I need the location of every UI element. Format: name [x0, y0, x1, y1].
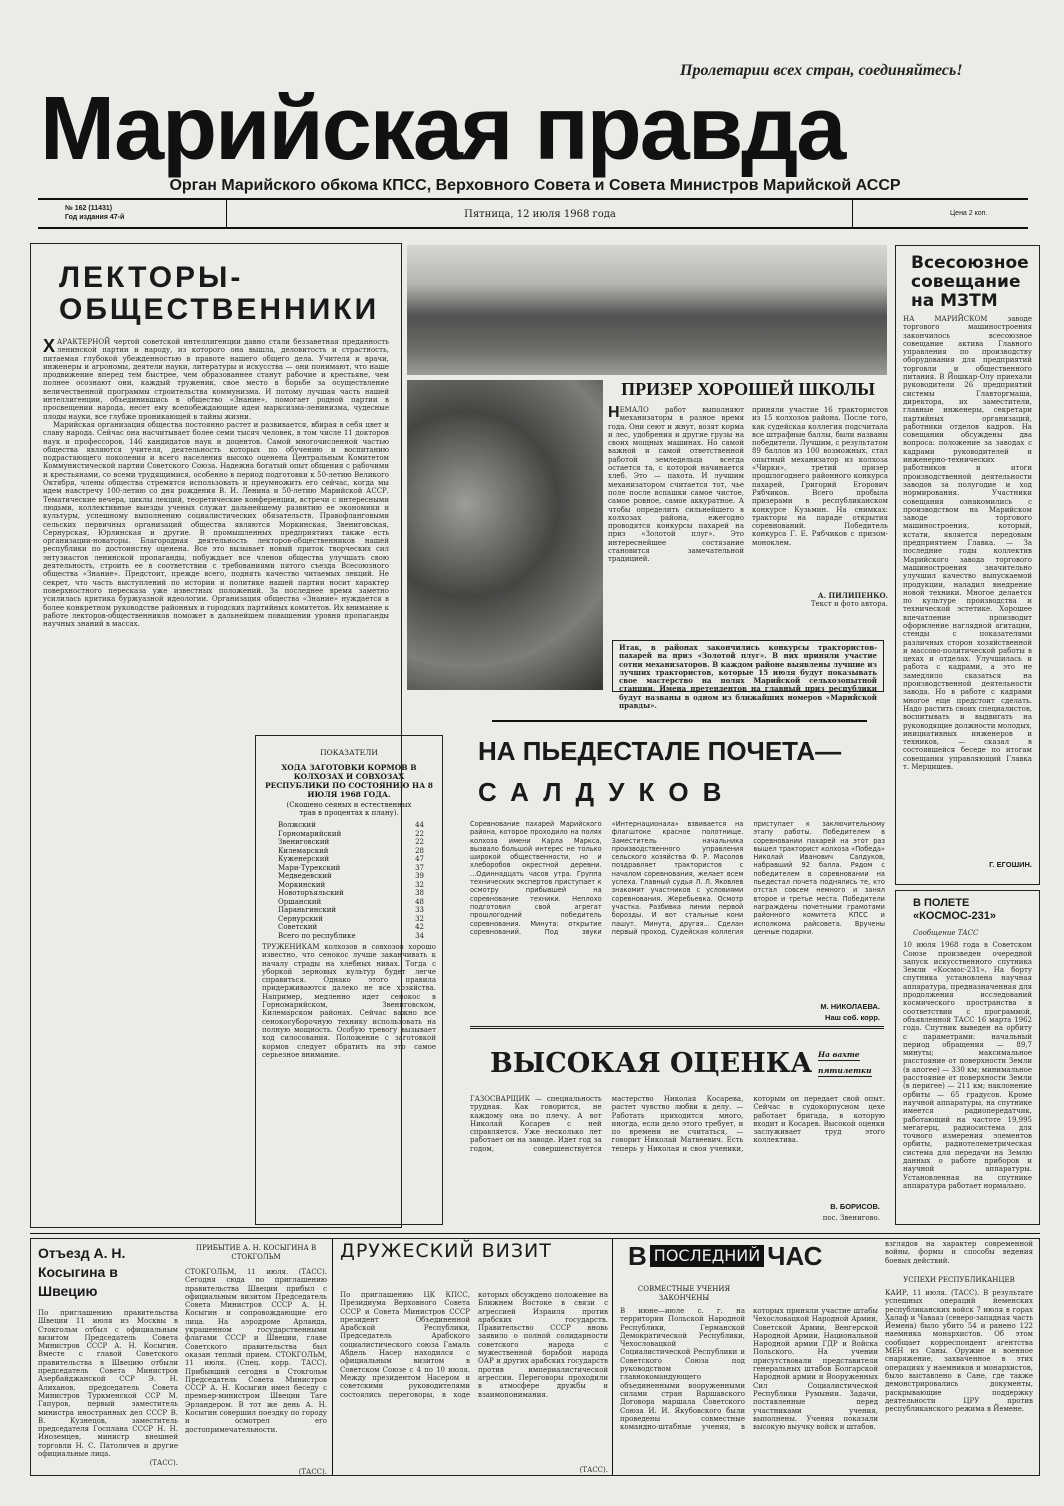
divider [852, 200, 853, 227]
district-name: Новоторъяльский [278, 889, 344, 897]
latest-mid: ПОСЛЕДНИЙ [650, 1245, 764, 1267]
latest-post: ЧАС [767, 1241, 823, 1271]
indicator-row [278, 881, 424, 890]
district-value: 22 [415, 829, 424, 838]
mztm-article [895, 245, 1040, 885]
district-value: 38 [415, 889, 424, 897]
indicators-title: ХОДА ЗАГОТОВКИ КОРМОВ В КОЛХОЗАХ И СОВХОЗАХ РЕСПУБЛИКИ ПО СОСТОЯНИЮ НА 8 ИЮЛЯ 1968 ГОДА. [264, 763, 434, 799]
kosygin-body: По приглашению правительства Швеции 11 июля из Москвы в Стокгольм отбыл с официальным визитом Председатель Совета Министров СССР А. Н. Косыгин. Вместе с главой Советского правительства в Швецию отбыли председатель Совета Министров Азербайджанской ССР Э. Н. Алиханов, председатель Совета Министров Туркменской ССР М. Гапуров, первый заместитель министра иностранных дел СССР В. В. Кузнецов, заместитель председателя Госплана СССР Н. Н. Иноземцев, министр внешней торговли Н. С. Патоличев и другие официальные лица. [38, 1309, 178, 1459]
cosmos-article [895, 890, 1040, 1225]
district-name: Куженерский [278, 855, 330, 863]
indicators-note: (Скошено сеяных и естественных трав в процентах к плану). [286, 801, 412, 817]
district-value: 28 [415, 846, 424, 855]
divider [30, 1233, 1040, 1234]
issue-number: № 162 (11431) [65, 205, 113, 212]
masthead-rule-bottom [38, 227, 1028, 229]
cosmos-title: «КОСМОС-231» [913, 910, 996, 922]
paragraph: приняли участие 16 трактористов из 15 колхозов района. После того, как судейская коллегия подсчитала все штрафные баллы, были названы победители. Лучшим, с результатом 89 баллов из 100 возможных, стал опытный механизатор из колхоза «Чирки», третий призер прошлогоднего районного конкурса пахарей, Григорий Егорович Рябчиков. Всего пробыла призерами в республиканском конкурсе Кузьмин. На снимках: тракторы на параде открытия соревнований. Победитель конкурса Г. Е. Рябчиков с призом-моноклем. [752, 406, 888, 547]
exercises-article [620, 1285, 878, 1477]
district-value: 44 [415, 821, 424, 829]
district-name: Моркинский [278, 880, 326, 889]
rubric: На вахте [818, 1050, 860, 1059]
indicator-row [278, 855, 424, 864]
signoff: (ТАСС). [298, 1468, 327, 1476]
divider [226, 200, 227, 227]
author: В. БОРИСОВ. [830, 1202, 880, 1211]
tractor-parade-photo [407, 245, 887, 375]
rubric: пятилетки [818, 1066, 872, 1075]
visit-article [340, 1240, 608, 1474]
author: М. НИКОЛАЕВА. [820, 1002, 880, 1011]
indicator-row [278, 847, 424, 856]
indicator-row [278, 923, 424, 932]
saldukov-title-line1: НА ПЬЕДЕСТАЛЕ ПОЧЕТА— [478, 736, 842, 766]
indicator-row [278, 915, 424, 924]
prize-article-col1 [608, 406, 744, 621]
arrival-article [185, 1244, 327, 1476]
indicator-row [278, 864, 424, 873]
indicator-row [278, 830, 424, 839]
district-name: Килемарский [278, 846, 329, 855]
cosmos-body: 10 июля 1968 года в Советском Союзе произведен очередной запуск искусственного спутника Земли «Космос-231». На борту спутника установлена научная аппаратура, предназначенная для продолжения исследований космического пространства в соответствии с программой, объявленной ТАСС 16 марта 1962 года. Спутник выведен на орбиту с параметрами: начальный период обращения — 89,7 минуты; максимальное расстояние от поверхности Земли (в апогее) — 330 км; минимальное расстояние от поверхности Земли (в перигее) — 211 км; наклонение орбиты — 65 градусов. Кроме научной аппаратуры, на спутнике имеется радиопередатчик, работающий на частоте 19,995 мегагерц, радиосистема для точного измерения элементов орбиты, радиотелеметрическая система для передачи на Землю данных о работе приборов и научной аппаратуры. Установленная на спутнике аппаратура работает нормально. [903, 941, 1032, 1190]
author: А. ПИЛИПЕНКО. [817, 591, 888, 600]
indicator-row [278, 872, 424, 881]
author: Г. ЕГОШИН. [989, 860, 1032, 869]
republicans-title: УСПЕХИ РЕСПУБЛИКАНЦЕВ [903, 1276, 1015, 1284]
dropcap: Х [43, 336, 56, 356]
divider [612, 1238, 613, 1476]
district-value: 47 [415, 855, 424, 863]
cosmos-source: Сообщение ТАСС [913, 929, 979, 937]
indicator-row [278, 838, 424, 847]
lead-article-title: ЛЕКТОРЫ-ОБЩЕСТВЕННИКИ [59, 261, 380, 326]
publication-year: Год издания 47-й [65, 214, 125, 221]
indicators-table [278, 821, 424, 940]
newspaper-subtitle: Орган Марийского обкома КПСС, Верховного Совета и Совета Министров Марийской АССР [169, 177, 901, 194]
district-value: 39 [415, 872, 424, 880]
prize-article [608, 378, 888, 628]
signoff: (ТАСС). [579, 1466, 608, 1474]
cosmos-title: В ПОЛЕТЕ [913, 897, 970, 909]
prize-article-col2 [752, 406, 888, 621]
signoff: (ТАСС). [149, 1459, 178, 1467]
indicator-row [278, 906, 424, 915]
arrival-body: СТОКГОЛЬМ, 11 июля. (ТАСС). Сегодня сюда по приглашению правительства Швеции прибыл с официальным визитом Председатель Совета Министров СССР А. Н. Косыгин и сопровождающие его лица. На аэродроме Арланда, украшенном государственными флагами СССР и Швеции, главе Советского правительства был оказан теплый прием. СТОКГОЛЬМ, 11 июля. (Спец. корр. ТАСС). Прибывший сегодня в Стокгольм Председатель Совета Министров СССР А. Н. Косыгин имел беседу с премьер-министром Швеции Таге Эрландером. В тот же день А. Н. Косыгин совершил поездку по городу и осмотрел его достопримечательности. [185, 1268, 327, 1434]
arrival-title: ПРИБЫТИЕ А. Н. КОСЫГИНА В СТОКГОЛЬМ [195, 1244, 317, 1261]
district-value: 32 [415, 880, 424, 889]
indicator-row [278, 898, 424, 907]
saldukov-title-line2: САЛДУКОВ [478, 777, 736, 807]
latest-pre: В [628, 1241, 647, 1271]
indicators-text: ТРУЖЕНИКАМ колхозов и совхозов хорошо известно, что сенокос лучше заканчивать к началу страды на хлебных нивах. Тогда с уборкой зерновых культур будет легче справиться. Однако этого правила придерживаются далеко не все хозяйства. Например, медленно идет сенокос в Горномарийском, Звениговском, Килемарском районах. Сейчас важно все сенокосуборочную технику использовать на полную мощность. Особую тревогу вызывает ход силосования. Положение с заготовкой кормов следует обратить на это самое серьезное внимание. [262, 943, 436, 1059]
contest-notice: Итак, в районах закончились конкурсы трактористов-пахарей на приз «Золотой плуг». В них приняли участие сотни механизаторов. В каждом районе выявлены лучшие из лучших трактористов, которые 15 июля будут показывать свое мастерство на полях Марийской сельхозопытной станции. Имена претендентов на главный приз республики будут названы в одном из ближайших номеров «Марийской правды». [612, 640, 884, 692]
district-name: Сернурский [278, 914, 323, 923]
district-name: Звениговский [278, 838, 330, 846]
district-name: Горномарийский [278, 829, 342, 838]
district-value: 34 [415, 931, 424, 940]
issue-date: Пятница, 12 июля 1968 года [464, 209, 616, 220]
visit-title: ДРУЖЕСКИЙ ВИЗИТ [340, 1240, 552, 1262]
exercises-title: СОВМЕСТНЫЕ УЧЕНИЯ ЗАКОНЧЕНЫ [637, 1285, 731, 1302]
indicator-row [278, 889, 424, 898]
newspaper-title: Марийская правда [40, 79, 845, 179]
paragraph: ЕМАЛО работ выполняют механизаторы в разное время года. Они сеют и жнут, возят корма и лес, удобрения и другие грузы на своих мощных машинах. Но самой важной и самой ответственной работой земледельца всегда остается та, с которой начинается хлеб. Это — пахота. И лучшим механизатором считается тот, чье поле после вспашки самое чистое, самое ровное, самое аккуратное. А чтобы определить сильнейшего в колхозах района, ежегодно проводятся конкурсы пахарей на приз «Золотой плуг». Это интереснейшее состязание становится замечательной традицией. [608, 406, 744, 564]
high-rating-title: ВЫСОКАЯ ОЦЕНКА [490, 1048, 813, 1079]
dropcap: Н [608, 404, 620, 421]
price: Цена 2 коп. [950, 210, 988, 217]
district-value: 22 [415, 838, 424, 846]
district-value: 37 [415, 863, 424, 872]
district-name: Мари-Турекский [278, 863, 341, 872]
author-note: Текст и фото автора. [810, 600, 888, 608]
masthead-slogan: Пролетарии всех стран, соединяйтесь! [680, 62, 963, 79]
divider [470, 1026, 884, 1029]
winner-photo [407, 380, 603, 690]
republicans-body: КАИР, 11 июля. (ТАСС). В результате успешных операций йеменских республиканских войск 7 июля в горах Халаф и Чавааз (северо-западная часть Йемена) было убито 54 и ранено 122 наемника монархистов. Об этом сообщает корреспондент агентства МЕН из Саны. Оружие и военное снаряжение, захваченное в этих операциях у наемников и монархистов, было выставлено в Сане, где также демонстрировались документы, раскрывающие поддержку деятельности ЦРУ против республиканского режима в Йемене. [885, 1289, 1033, 1414]
republicans-article [885, 1240, 1033, 1459]
mztm-body: НА МАРИЙСКОМ заводе торгового машиностроения закончилось всесоюзное совещание актива Главного управления по производству оборудования для предприятий торговли и общественного питания. В Йошкар-Олу приехали руководители 26 предприятий системы Главторгмаша, директора, их заместители, главные инженеры, секретари партийных организаций, работники отделов кадров. На совещании обсуждены два вопроса: положение за заводах с кадрами руководителей и инженерно-технических работников и итоги производственной деятельности заводов за полугодие и ход нормирования. Участники совещания ознакомились с производством на Марийском заводе торгового машиностроения, который, кстати, является передовым предприятием Главка. — За последние годы коллектив Марийского завода торгового машиностроения значительно улучшил качество выпускаемой продукции, наладил внедрение новой техники. Многое делается по культуре производства и технической эстетике. Хорошее впечатление производит оформление наглядной агитации, стенды с показателями различных сторон хозяйственной и массово-политической работы в цехах и отделах. Улучшилась и работа с кадрами, а это не замедлило сказаться на производственной деятельности завода. Но в работе с кадрами многое еще предстоит сделать. Надо растить своих специалистов, воспитывать и выдвигать на руководящие должности молодых, инициативных инженеров и техников, — сказал в состоявшейся беседе по итогам совещания управляющий Главка т. Мерцишев. [903, 315, 1032, 772]
latest-news-banner [628, 1240, 822, 1272]
district-name: Волжский [278, 821, 316, 829]
mztm-title: Всесоюзное совещание на МЗТМ [911, 253, 1029, 311]
district-value: 33 [415, 906, 424, 914]
ornamental-rule [492, 720, 867, 722]
visit-body: По приглашению ЦК КПСС, Президиума Верховного Совета СССР и Совета Министров СССР президент Объединенной Арабской Республики, Председатель Арабского социалистического союза Гамаль Абдель Насер находился с официальным визитом в Советском Союзе с 4 по 10 июля. Между президентом Насером и советскими руководителями состоялись переговоры, в ходе которых обсуждено положение на Ближнем Востоке в связи с агрессией Израиля против арабских государств. Правительство СССР вновь заявило о полной солидарности советского народа с мужественной борьбой народа ОАР и других арабских государств против империалистической агрессии. Переговоры проходили в атмосфере дружбы и взаимопонимания. [340, 1291, 608, 1399]
paragraph: АРАКТЕРНОЙ чертой советской интеллигенции давно стали беззаветная преданность ленинской партии и народу, из которого она вышла, деловитость и страстность, питаемая глубокой убежденностью в правоте нашего общего дела. Учителя и врачи, инженеры и агрономы, деятели науки, литературы и искусства — они понимают, что наше продвижение вперед тем быстрее, чем образованнее станут рабочие и крестьяне, чем полнее осознают они, каждый труженик, свое место в борьбе за осуществление величественной программы строительства коммунизма. И потому лучшая часть нашей интеллигенции, объединившись в общество «Знание», помогает родной партии в просвещении народа, несет ему всепобеждающие идеи марксизма-ленинизма, чудесные плоды науки, все глубже проникающей в тайны жизни. [43, 338, 389, 421]
district-value: 42 [415, 923, 424, 931]
kosygin-title: Отъезд А. Н. Косыгина в Швецию [38, 1245, 126, 1299]
high-rating-body: ГАЗОСВАРЩИК — специальность трудная. Как говорится, не каждому она по плечу. А вот Николай Косарев с ней справляется. Уже несколько лет работает он на заводе. Идет год за годом, совершенствуется мастерство Николая Косарева, растет чувство любви к делу. — Работать приходится много, иногда, если дело этого требует, и по времени не считаться, — говорит Николай Матвеевич. Есть теперь у Николая и своя ученики, которым он передает свой опыт. Сейчас в судокорпусном цехе работает бригада, в которую входит и Косарев. Высокой оценки заслуживает труд этого коллектива. [470, 1095, 885, 1153]
district-value: 48 [415, 897, 424, 906]
exercises-body: В июне—июле с. г. на территории Польской Народной Республики, Германской Демократической Республики, Чехословацкой Социалистической Республики и Советского Союза под руководством главнокомандующего объединенными вооруженными силами стран Варшавского Договора маршала Советского Союза И. И. Якубовского были проведены совместные командно-штабные учения, в которых приняли участие штабы Чехословацкой Народной Армии, Советской Армии, Венгерской Народной Армии, Национальной Народной армии ГДР и Войска Польского. На учении присутствовали представители генеральных штабов Болгарской Народной армии и Вооруженных Сил Социалистической Республики Румынии. Задачи, поставленные перед участниками учения, выполнены. Учения показали высокую выучку войск и штабов. [620, 1307, 878, 1432]
paragraph: взглядов на характер современной войны, формы и способы ведения боевых действий. [885, 1240, 1033, 1265]
district-name: Советский [278, 923, 318, 931]
feed-indicators [255, 735, 443, 1225]
masthead-rule-top [38, 198, 1028, 200]
indicator-row [278, 821, 424, 830]
paragraph: Марийская организация общества постоянно растет и развивается, вбирая в себя цвет и славу народа. Сейчас она насчитывает более семи тысяч человек, в том числе 11 докторов наук и профессоров, 146 кандидатов наук и доцентов. Самой многочисленной частью общества являются учителя, деятельность которых по обучению и воспитанию подрастающего поколения и всего населения высоко оценена Центральным Комитетом Коммунистической партии Советского Союза. Надежна богатый опыт общения с рабочими и крестьянами, со всеми трудящимися, особенно в период подготовки к 50-летию Великого Октября, члены общества стремятся использовать и преумножить его сейчас, когда мы идем навстречу 100-летию со дня рождения В. И. Ленина и 50-летию Марийской АССР. Тематические вечера, циклы лекций, теоретические конференции, встречи с интересными людьми, коллективные выезды ученых служат дальнейшему развитию ее экономики и культуры, успешному выполнению социалистических обязательств. Правофланговыми сельских первичных организаций общества являются Моркинская, Звениговская, Сернурская, Юрлинская и другие. В промышленных предприятиях также есть организации-новаторы. Благородная деятельность лекторов-общественников нашей республики по достоинству оценена. Все это вызывает новый приток творческих сил энтузиастов ленинской пропаганды, побуждает все членов общества улучшать свою деятельность, строить ее в соответствии с требованиями пятого съезда Всесоюзного общества «Знание». Предстоит, прежде всего, поднять качество читаемых лекций. Не секрет, что часть выступлений по истории и политике нашей партии носит характер поверхностного пересказа уже известных положений. За последнее время заметно усилилась критика буржуазной идеологии. Организация общества «Знание» нуждается в более конкретном руководстве районных и городских партийных комитетов. Их внимание к работе лекторов-общественников поможет в дальнейшем повышении уровня пропаганды научных знаний в массах. [43, 420, 389, 629]
district-name: Медведевский [278, 872, 332, 880]
district-name: Параньгинский [278, 906, 337, 914]
divider [332, 1238, 333, 1476]
prize-article-title: ПРИЗЕР ХОРОШЕЙ ШКОЛЫ [621, 379, 875, 399]
author-note: пос. Звенигово. [822, 1214, 880, 1222]
district-name: Оршанский [278, 897, 322, 906]
author-note: Наш соб. корр. [825, 1013, 880, 1022]
kosygin-article [38, 1244, 178, 1467]
indicators-heading: ПОКАЗАТЕЛИ [320, 748, 378, 757]
indicator-row [278, 932, 424, 941]
district-name: Всего по республике [278, 931, 356, 940]
saldukov-body: Соревнование пахарей Марийского района, которое проходило на полях колхоза имени Карла Маркса, вызвало большой интерес не только широкой общественности, но и хлеборобов окрестной деревни. ...Одиннадцать часов утра. Группа технических экспертов приступает к осмотру прибывшей на соревнование техники. Неплохо подготовил свой агрегат прошлогодний победитель соревнования. Минута: открытие соревнований. Под звуки «Интернационала» взвивается на флагштоке красное полотнище. Заместитель начальника производственного управления сельского хозяйства Ф. Р. Масолов поздравляет трактористов с началом соревнования, желает всем успеха. Главный судья Л. Л. Яковлев знакомит участников с условиями соревнования. Жеребьевка. Осмотр участка. Разбивка линии первой борозды. И вот стальные кони пашут. Минута, другая... Сделан первый проход. Судейская коллегия приступает к заключительному этапу работы. Победителем в соревновании пахарей на этот раз вышел тракторист колхоза «Победа» Николай Иванович Салдуков, набравший 92 балла. Рядом с победителем в соревновании на пьедестал почета поднялись те, кто отстал совсем немного и занял второе и третье места. Победители награждены почетными грамотами районного комитета КПСС и исполкома райсовета. Вручены ценные подарки. [470, 820, 885, 936]
district-value: 32 [415, 914, 424, 923]
